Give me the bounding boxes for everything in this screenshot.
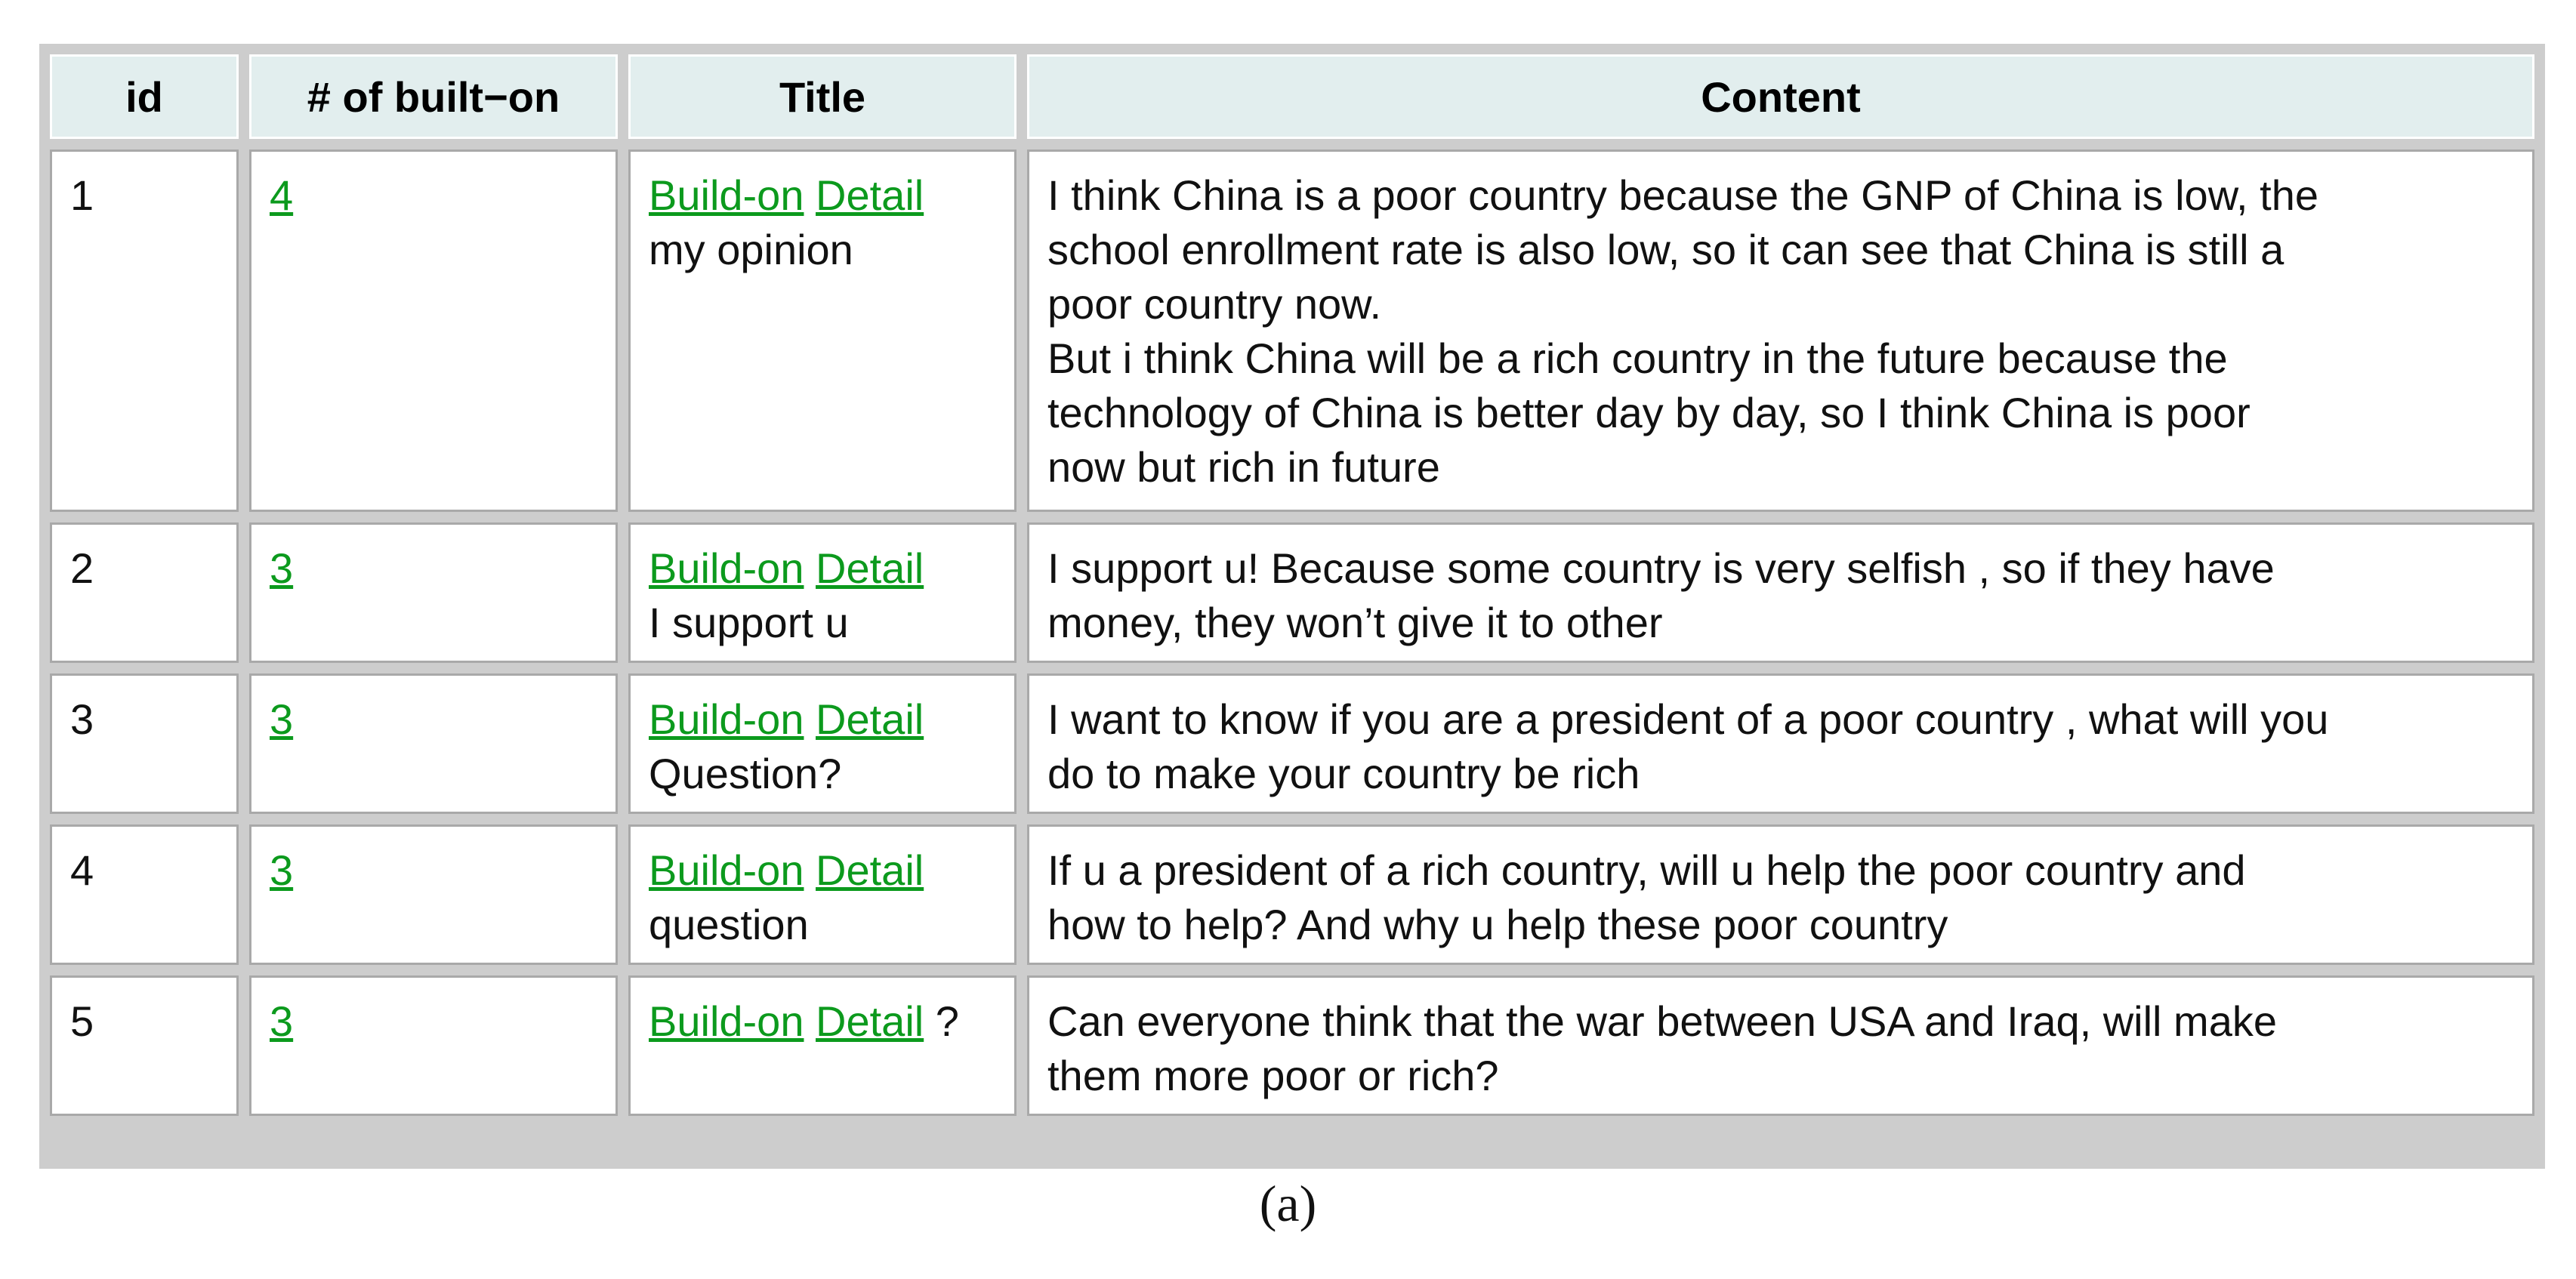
post-title: my opinion <box>649 226 853 273</box>
column-header-built-on: # of built−on <box>249 54 618 139</box>
post-title: question <box>649 901 809 948</box>
content-line: Can everyone think that the war between USA and Iraq, will make <box>1047 997 2277 1045</box>
post-title: Question? <box>649 750 842 797</box>
built-on-cell <box>249 824 618 965</box>
built-on-count-link[interactable]: 3 <box>270 544 294 592</box>
post-title: I support u <box>649 599 849 646</box>
title-cell <box>628 975 1017 1116</box>
content-line: I want to know if you are a president of a poor country , what will you <box>1047 695 2329 743</box>
build-on-link[interactable]: Build-on <box>649 171 804 219</box>
built-on-cell <box>249 149 618 512</box>
build-on-link[interactable]: Build-on <box>649 695 804 743</box>
content-line: how to help? And why u help these poor country <box>1047 901 1948 948</box>
content-line: money, they won’t give it to other <box>1047 599 1663 646</box>
content-line: poor country now. <box>1047 280 1382 328</box>
table-row <box>50 522 2534 663</box>
detail-link[interactable]: Detail <box>816 171 924 219</box>
built-on-cell <box>249 673 618 814</box>
detail-link[interactable]: Detail <box>816 695 924 743</box>
title-cell <box>628 149 1017 512</box>
column-header-content: Content <box>1027 54 2534 139</box>
forum-table <box>39 44 2545 1126</box>
content-line: school enrollment rate is also low, so it can see that China is still a <box>1047 226 2284 273</box>
content-cell <box>1027 673 2534 814</box>
title-cell <box>628 824 1017 965</box>
build-on-link[interactable]: Build-on <box>649 846 804 894</box>
content-cell <box>1027 522 2534 663</box>
table-row <box>50 149 2534 512</box>
detail-link[interactable]: Detail <box>816 544 924 592</box>
content-cell <box>1027 824 2534 965</box>
build-on-link[interactable]: Build-on <box>649 997 804 1045</box>
column-header-id: id <box>50 54 239 139</box>
title-cell <box>628 522 1017 663</box>
table-row <box>50 824 2534 965</box>
table-row <box>50 673 2534 814</box>
content-line: do to make your country be rich <box>1047 750 1640 797</box>
id-cell: 2 <box>50 522 239 663</box>
forum-table-container <box>39 44 2545 1169</box>
content-line: I support u! Because some country is very selfish , so if they have <box>1047 544 2275 592</box>
built-on-cell <box>249 975 618 1116</box>
content-cell <box>1027 975 2534 1116</box>
content-line: them more poor or rich? <box>1047 1052 1499 1099</box>
figure-caption: (a) <box>1259 1175 1317 1232</box>
id-cell: 3 <box>50 673 239 814</box>
table-header-row <box>50 54 2534 139</box>
content-line: I think China is a poor country because the GNP of China is low, the <box>1047 171 2319 219</box>
content-cell <box>1027 149 2534 512</box>
content-line: But i think China will be a rich country in the future because the <box>1047 334 2228 382</box>
detail-link[interactable]: Detail <box>816 846 924 894</box>
built-on-count-link[interactable]: 3 <box>270 997 294 1045</box>
built-on-count-link[interactable]: 3 <box>270 695 294 743</box>
title-cell <box>628 673 1017 814</box>
table-row <box>50 975 2534 1116</box>
id-cell: 5 <box>50 975 239 1116</box>
built-on-count-link[interactable]: 4 <box>270 171 294 219</box>
built-on-cell <box>249 522 618 663</box>
content-line: technology of China is better day by day, so I think China is poor <box>1047 389 2251 436</box>
content-line: now but rich in future <box>1047 443 1440 491</box>
post-title: ? <box>935 997 959 1045</box>
built-on-count-link[interactable]: 3 <box>270 846 294 894</box>
detail-link[interactable]: Detail <box>816 997 924 1045</box>
column-header-title: Title <box>628 54 1017 139</box>
id-cell: 1 <box>50 149 239 512</box>
build-on-link[interactable]: Build-on <box>649 544 804 592</box>
id-cell: 4 <box>50 824 239 965</box>
content-line: If u a president of a rich country, will u help the poor country and <box>1047 846 2246 894</box>
